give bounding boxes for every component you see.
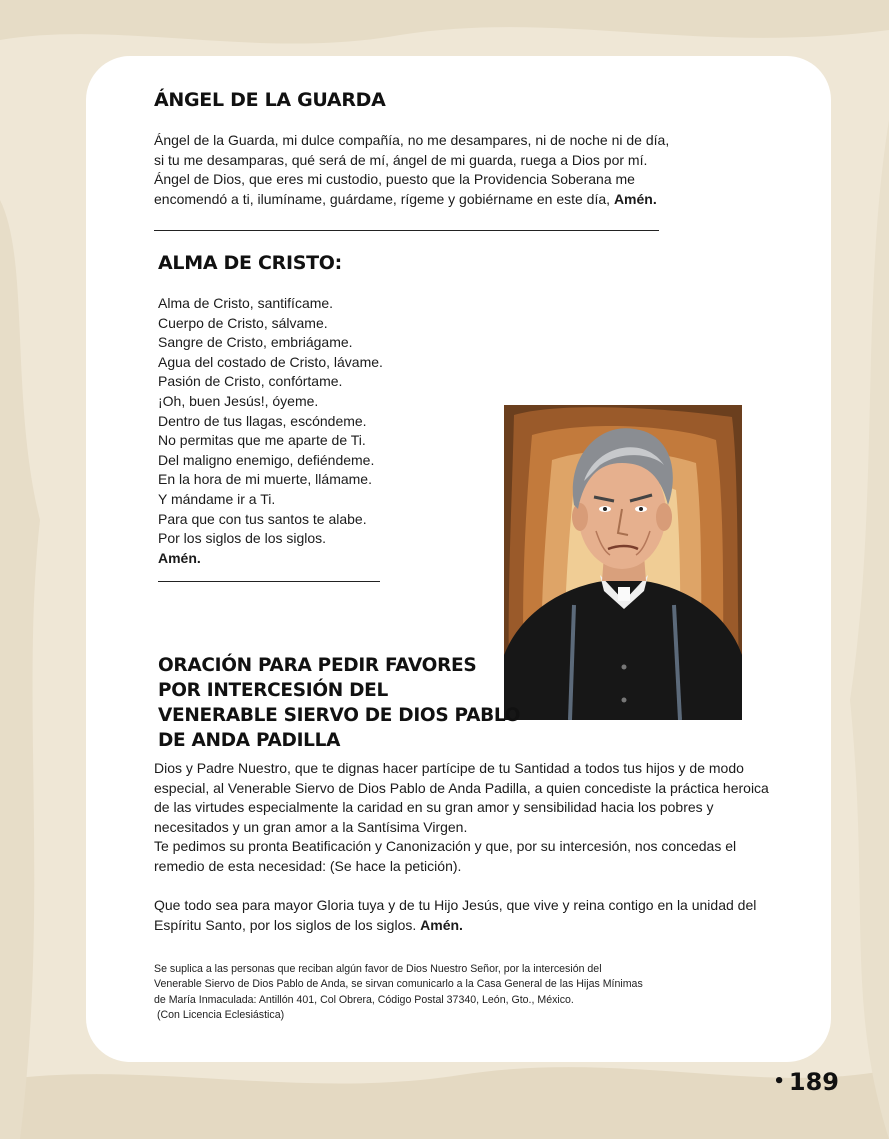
prayer-alma-body <box>158 294 383 568</box>
footnote-line: (Con Licencia Eclesiástica) <box>154 1009 285 1022</box>
prayer-alma-line: Por los siglos de los siglos. <box>158 530 327 547</box>
footnote-line: Se suplica a las personas que reciban algún favor de Dios Nuestro Señor, por la intercesión del <box>154 963 602 975</box>
footnote-line: de María Inmaculada: Antillón 401, Col Obrera, Código Postal 37340, León, Gto., México. <box>154 993 574 1006</box>
prayer-angel-line: si tu me desamparas, qué será de mí, ángel de mi guarda, ruega a Dios por mí. <box>154 151 648 168</box>
prayer-alma-line: Dentro de tus llagas, escóndeme. <box>158 412 367 429</box>
page-number <box>773 1068 839 1096</box>
prayer-oracion-amen: Amén. <box>420 916 463 933</box>
prayer-title-angel: ÁNGEL DE LA GUARDA <box>154 89 386 111</box>
prayer-oracion-body <box>154 759 779 935</box>
prayer-oracion-paragraph: Te pedimos su pronta Beatificación y Canonización y que, por su intercesión, nos concedas el remedio de esta necesidad: (Se hace la petición). <box>154 838 737 874</box>
footnote-line: Venerable Siervo de Dios Pablo de Anda, se sirvan comunicarlo a la Casa General de las Hijas Mínimas <box>154 978 643 991</box>
prayer-title-oracion-line: POR INTERCESIÓN DEL <box>158 680 388 701</box>
prayer-alma-line: Alma de Cristo, santifícame. <box>158 295 334 311</box>
prayer-alma-line: Pasión de Cristo, confórtame. <box>158 373 343 390</box>
priest-portrait-illustration <box>504 405 742 720</box>
prayer-alma-line: En la hora de mi muerte, llámame. <box>158 471 372 488</box>
prayer-alma-line: Sangre de Cristo, embriágame. <box>158 334 353 351</box>
prayer-angel-body <box>154 131 669 209</box>
prayer-title-oracion-line: ORACIÓN PARA PEDIR FAVORES <box>158 655 477 676</box>
prayer-alma-line: Para que con tus santos te alabe. <box>158 510 367 527</box>
prayer-angel-line-text: encomendó a ti, ilumíname, guárdame, rígeme y gobiérname en este día, <box>154 190 611 207</box>
prayer-alma-amen: Amén. <box>158 549 201 566</box>
prayer-alma-line: ¡Oh, buen Jesús!, óyeme. <box>158 392 319 409</box>
prayer-angel-line: Ángel de la Guarda, mi dulce compañía, no me desampares, ni de noche ni de día, <box>154 132 670 148</box>
prayer-alma-line: Y mándame ir a Ti. <box>158 490 276 507</box>
prayer-alma-line: Del maligno enemigo, defiéndeme. <box>158 451 375 468</box>
prayer-oracion-paragraph: Dios y Padre Nuestro, que te dignas hacer partícipe de tu Santidad a todos tus hijos y de modo especial, al Venerable Siervo de Dios Pablo de Anda Padilla, a quien concediste la práctica heroica de las virtudes especialmente la caridad en su gran amor y sensibilidad hacia los pobres y necesitados y un gran amor a la Santísima Virgen. <box>154 760 769 835</box>
prayer-alma-line: Agua del costado de Cristo, lávame. <box>158 353 383 370</box>
divider-rule <box>154 230 659 231</box>
prayer-alma-line: No permitas que me aparte de Ti. <box>158 432 366 449</box>
prayer-title-oracion <box>158 653 520 753</box>
prayer-angel-line: Ángel de Dios, que eres mi custodio, puesto que la Providencia Soberana me <box>154 171 635 188</box>
footnote <box>154 962 714 1024</box>
divider-rule-short <box>158 581 380 582</box>
prayer-title-oracion-line: DE ANDA PADILLA <box>158 730 341 751</box>
prayer-angel-line <box>154 190 669 210</box>
prayer-title-alma: ALMA DE CRISTO: <box>158 252 342 274</box>
prayer-alma-line: Cuerpo de Cristo, sálvame. <box>158 314 328 331</box>
prayer-title-oracion-line: VENERABLE SIERVO DE DIOS PABLO <box>158 705 521 726</box>
prayer-oracion-paragraph-text: Que todo sea para mayor Gloria tuya y de tu Hijo Jesús, que vive y reina contigo en la unidad del Espíritu Santo, por los siglos de los siglos. <box>154 897 757 933</box>
page-number-bullet: • <box>773 1071 785 1092</box>
prayer-oracion-paragraph-final <box>154 896 779 935</box>
page-number-value: 189 <box>788 1068 839 1096</box>
prayer-angel-amen: Amén. <box>613 190 657 207</box>
